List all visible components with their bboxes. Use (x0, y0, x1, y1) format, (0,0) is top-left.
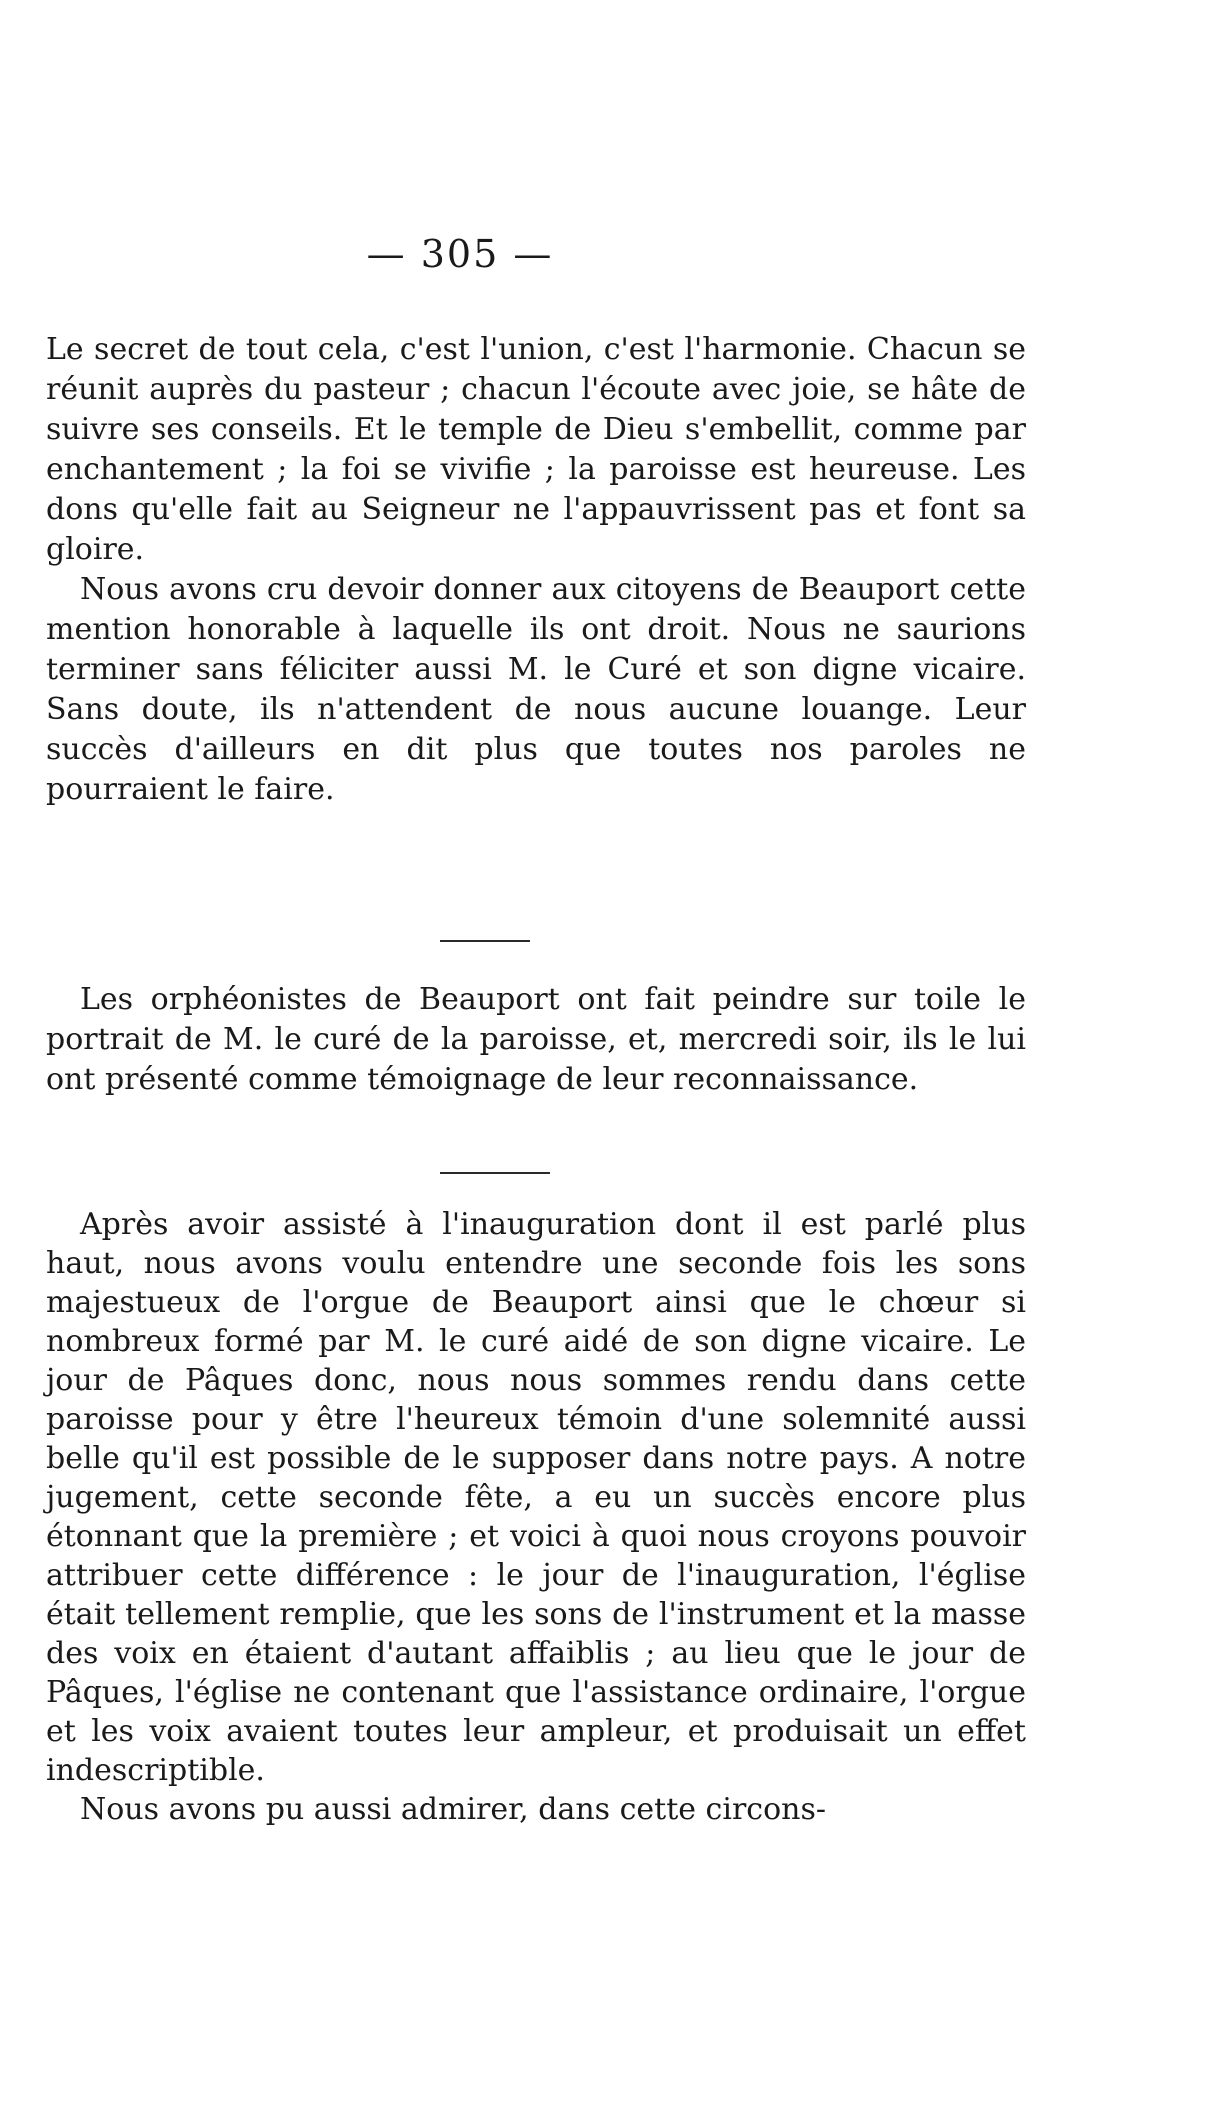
paragraph: Les orphéonistes de Beauport ont fait peindre sur toile le portrait de M. le curé de la paroisse, et, mercredi soir, ils le lui ont présenté comme témoignage de leur reconnaissance. (46, 982, 1026, 1097)
paragraph: Nous avons cru devoir donner aux citoyens de Beauport cette mention honorable à laquelle ils ont droit. Nous ne saurions terminer sans féliciter aussi M. le Curé et son digne vicaire. Sans doute, ils n'attendent de nous aucune louange. Leur succès d'ailleurs en dit plus que toutes nos paroles ne pourraient le faire. (46, 572, 1026, 807)
paragraph: Nous avons pu aussi admirer, dans cette circons- (80, 1792, 827, 1827)
page-number: — 305 — (366, 232, 554, 276)
section-divider (440, 940, 530, 942)
article-easter-organ (46, 1205, 1026, 1829)
paragraph: Le secret de tout cela, c'est l'union, c'est l'harmonie. Chacun se réunit auprès du pasteur ; chacun l'écoute avec joie, se hâte de suivre ses conseils. Et le temple de Dieu s'embellit, comme par enchantement ; la foi se vivifie ; la paroisse est heureuse. Les dons qu'elle fait au Seigneur ne l'appauvrissent pas et font sa gloire. (46, 332, 1026, 567)
section-divider (440, 1172, 550, 1174)
article-orpheonistes (46, 980, 1026, 1100)
paragraph: Après avoir assisté à l'inauguration dont il est parlé plus haut, nous avons voulu entendre une seconde fois les sons majestueux de l'orgue de Beauport ainsi que le chœur si nombreux formé par M. le curé aidé de son digne vicaire. Le jour de Pâques donc, nous nous sommes rendu dans cette paroisse pour y être l'heureux témoin d'une solemnité aussi belle qu'il est possible de le supposer dans notre pays. A notre jugement, cette seconde fête, a eu un succès encore plus étonnant que la première ; et voici à quoi nous croyons pouvoir attribuer cette différence : le jour de l'inauguration, l'église était tellement remplie, que les sons de l'instrument et la masse des voix en étaient d'autant affaiblis ; au lieu que le jour de Pâques, l'église ne contenant que l'assistance ordinaire, l'orgue et les voix avaient toutes leur ampleur, et produisait un effet indescriptible. (46, 1207, 1026, 1788)
article-beauport-union (46, 330, 1026, 810)
